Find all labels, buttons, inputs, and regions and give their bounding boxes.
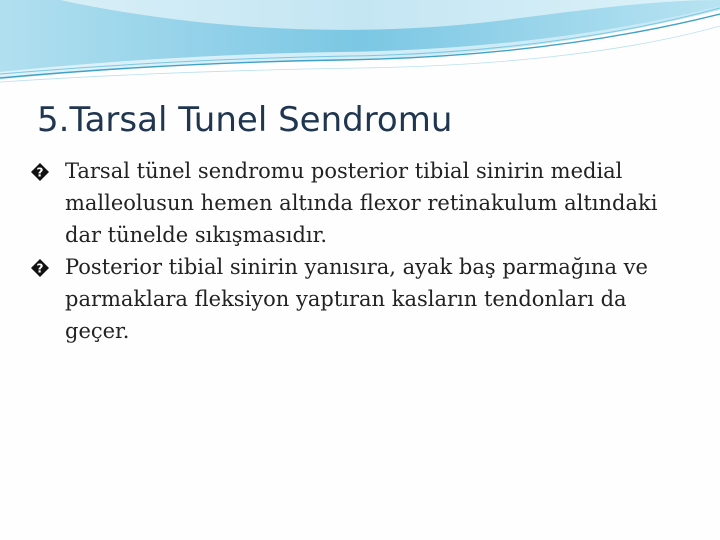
- decorative-wave-header: [0, 0, 720, 90]
- bullet-text: Tarsal tünel sendromu posterior tibial sinirin medial malleolusun hemen altında flexor retinakulum altındaki dar tünelde sıkışmasıdır.: [65, 159, 658, 247]
- bullet-list: [30, 155, 690, 347]
- unknown-glyph-icon: [30, 162, 50, 182]
- svg-text:?: ?: [36, 165, 44, 180]
- slide-title: 5.Tarsal Tunel Sendromu: [37, 100, 453, 140]
- bullet-item: [30, 155, 690, 251]
- bullet-text: Posterior tibial sinirin yanısıra, ayak baş parmağına ve parmaklara fleksiyon yaptıran kasların tendonları da geçer.: [65, 255, 648, 343]
- unknown-glyph-icon: [30, 258, 50, 278]
- svg-text:?: ?: [36, 261, 44, 276]
- bullet-item: [30, 251, 690, 347]
